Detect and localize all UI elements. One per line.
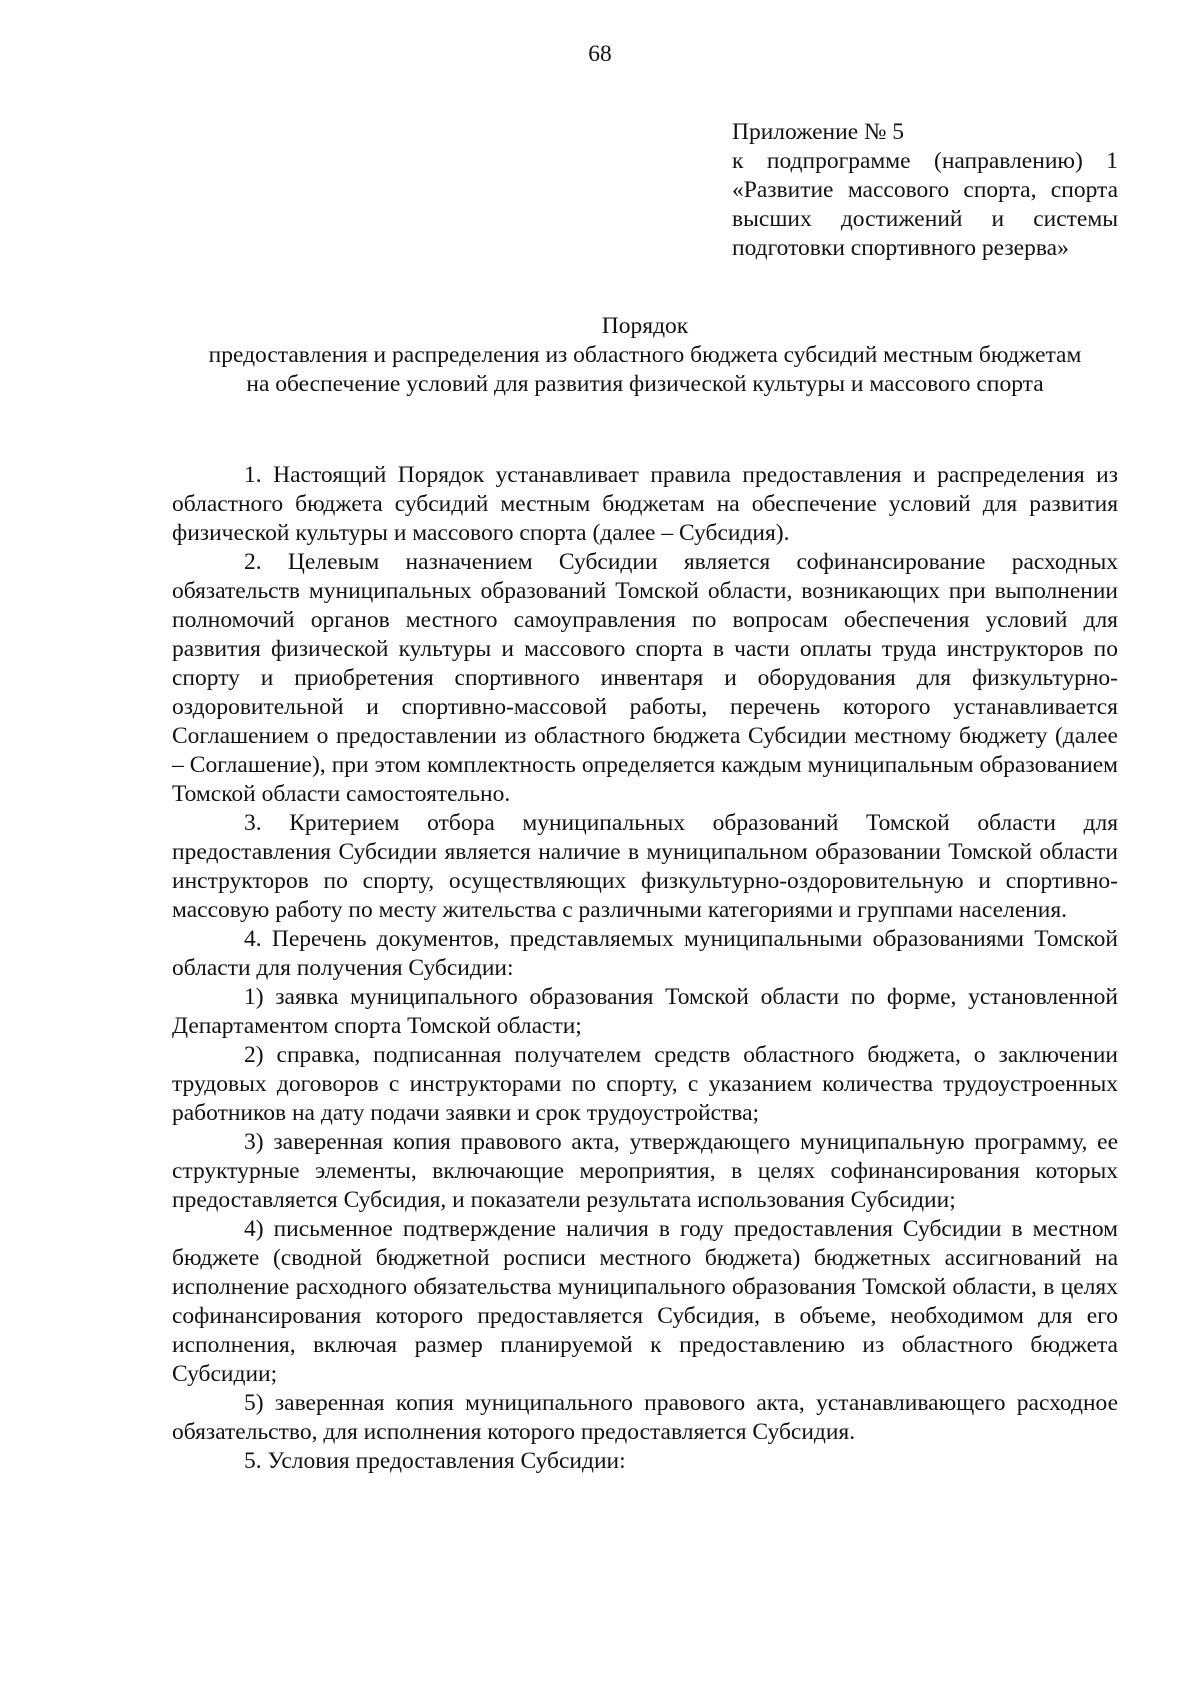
appendix-line: к подпрограмме (направлению) 1 — [732, 148, 1118, 174]
paragraph: 3. Критерием отбора муниципальных образований Томской области для предоставления Субсидии является наличие в муниципальном образовании Томской области инструкторов по спорту, осуществляющих физкультурно-оздоровительную и спортивно-массовую работу по месту жительства с различными категориями и группами населения. — [172, 810, 1118, 923]
document-title — [172, 312, 1118, 399]
document-body — [172, 461, 1118, 1476]
list-item: 2) справка, подписанная получателем средств областного бюджета, о заключении трудовых договоров с инструкторами по спорту, с указанием количества трудоустроенных работников на дату подачи заявки и срок трудоустройства; — [172, 1042, 1118, 1126]
paragraph: 2. Целевым назначением Субсидии является софинансирование расходных обязательств муниципальных образований Томской области, возникающих при выполнении полномочий органов местного самоуправления по вопросам обеспечения условий для развития физической культуры и массового спорта в части оплаты труда инструкторов по спорту и приобретения спортивного инвентаря и оборудования для физкультурно-оздоровительной и спортивно-массовой работы, перечень которого устанавливается Соглашением о предоставлении из областного бюджета Субсидии местному бюджету (далее – Соглашение), при этом комплектность определяется каждым муниципальным образованием Томской области самостоятельно. — [172, 549, 1118, 807]
page-number: 68 — [588, 41, 612, 67]
paragraph: 4. Перечень документов, представляемых муниципальными образованиями Томской области для получения Субсидии: — [172, 926, 1118, 981]
title-line: предоставления и распределения из областного бюджета субсидий местным бюджетам — [208, 342, 1082, 368]
title-heading: Порядок — [601, 313, 689, 339]
appendix-header — [732, 118, 1118, 263]
appendix-line: высших достижений и системы — [732, 206, 1118, 232]
appendix-line: Приложение № 5 — [732, 119, 905, 145]
title-line: на обеспечение условий для развития физической культуры и массового спорта — [246, 371, 1044, 397]
list-item: 3) заверенная копия правового акта, утверждающего муниципальную программу, ее структурные элементы, включающие мероприятия, в целях софинансирования которых предоставляется Субсидия, и показатели результата использования Субсидии; — [172, 1129, 1118, 1213]
list-item: 4) письменное подтверждение наличия в году предоставления Субсидии в местном бюджете (сводной бюджетной росписи местного бюджета) бюджетных ассигнований на исполнение расходного обязательства муниципального образования Томской области, в целях софинансирования которого предоставляется Субсидия, в объеме, необходимом для его исполнения, включая размер планируемой к предоставлению из областного бюджета Субсидии; — [172, 1216, 1118, 1387]
appendix-line: подготовки спортивного резерва» — [732, 235, 1069, 261]
paragraph: 1. Настоящий Порядок устанавливает правила предоставления и распределения из областного бюджета субсидий местным бюджетам на обеспечение условий для развития физической культуры и массового спорта (далее – Субсидия). — [172, 462, 1118, 546]
appendix-line: «Развитие массового спорта, спорта — [732, 177, 1118, 203]
paragraph: 5. Условия предоставления Субсидии: — [244, 1448, 626, 1474]
list-item: 1) заявка муниципального образования Томской области по форме, установленной Департаментом спорта Томской области; — [172, 984, 1118, 1039]
list-item: 5) заверенная копия муниципального правового акта, устанавливающего расходное обязательство, для исполнения которого предоставляется Субсидия. — [172, 1390, 1118, 1445]
